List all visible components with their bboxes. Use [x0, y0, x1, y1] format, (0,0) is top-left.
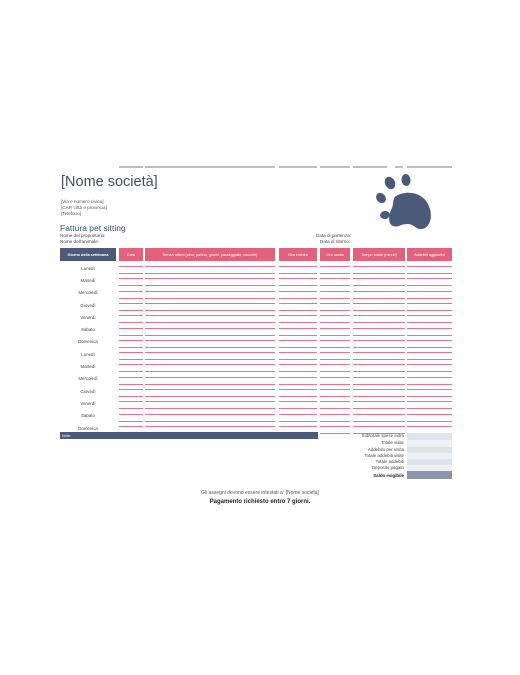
table-cell[interactable]: [119, 303, 143, 304]
table-row: [60, 360, 452, 372]
table-cell[interactable]: [320, 340, 350, 341]
top-rule: [407, 166, 452, 168]
top-rule: [395, 166, 403, 168]
table-cell[interactable]: [145, 278, 275, 279]
table-cell[interactable]: [353, 352, 405, 353]
table-row: [60, 385, 452, 397]
payment-terms: Pagamento richiesto entro 7 giorni.: [209, 499, 311, 505]
table-row: [60, 311, 452, 323]
total-visits-label: Totale visite: [381, 440, 404, 445]
table-cell[interactable]: [320, 389, 350, 390]
table-cell[interactable]: [407, 401, 452, 402]
table-cell[interactable]: [279, 389, 317, 390]
table-cell[interactable]: [353, 364, 405, 365]
table-cell[interactable]: [279, 377, 317, 378]
address-phone[interactable]: [Telefono]: [61, 211, 81, 216]
table-cell[interactable]: [407, 352, 452, 353]
paw-icon: [372, 174, 438, 234]
table-cell[interactable]: [145, 364, 275, 365]
top-rule: [119, 166, 143, 168]
owner-label: Nome del proprietario:: [60, 233, 106, 238]
table-cell[interactable]: [119, 291, 143, 292]
table-row: [60, 348, 452, 360]
table-cell[interactable]: [145, 377, 275, 378]
table-cell[interactable]: [353, 414, 405, 415]
table-cell[interactable]: [353, 401, 405, 402]
subtotal-field[interactable]: [407, 433, 452, 440]
departure-label: Data di partenza:: [316, 233, 351, 238]
table-cell[interactable]: [119, 414, 143, 415]
col-header-extra-charges: Addebiti aggiuntivi: [407, 248, 452, 261]
table-cell[interactable]: [119, 401, 143, 402]
table-cell[interactable]: [353, 315, 405, 316]
table-cell[interactable]: [353, 278, 405, 279]
table-cell[interactable]: [279, 352, 317, 353]
table-cell[interactable]: [407, 315, 452, 316]
company-name[interactable]: [Nome società]: [61, 174, 158, 190]
col-header-services: Servizi offerti (cibo, pulizia, giochi, passeggiate, coccole): [145, 248, 275, 261]
day-label: Mercoledì: [78, 376, 98, 382]
top-rule: [353, 166, 387, 168]
day-label: Venerdì: [80, 314, 96, 320]
table-row: [60, 299, 452, 311]
col-header-total-time: Tempo totale (minuti): [353, 248, 405, 261]
table-cell[interactable]: [145, 389, 275, 390]
day-label: Lunedì: [81, 351, 95, 357]
table-cell[interactable]: [279, 303, 317, 304]
table-cell-border: [320, 433, 350, 434]
day-label: Domenica: [78, 425, 98, 431]
day-label: Domenica: [78, 339, 98, 345]
payable-to: Gli assegni devono essere intestati a: [Nome società]: [201, 490, 319, 496]
visits-total-label: Totale addebiti visite: [364, 453, 404, 458]
per-visit-label: Addebito per visita: [367, 447, 404, 452]
table-cell[interactable]: [320, 401, 350, 402]
col-header-time-in: Ora entrata: [279, 248, 317, 261]
table-row: [60, 397, 452, 409]
table-cell[interactable]: [353, 377, 405, 378]
table-cell[interactable]: [320, 352, 350, 353]
table-cell[interactable]: [353, 266, 405, 267]
table-cell[interactable]: [279, 426, 317, 427]
table-cell[interactable]: [119, 377, 143, 378]
day-label: Martedì: [80, 364, 96, 370]
day-label: Martedì: [80, 277, 96, 283]
table-row: [60, 410, 452, 422]
table-cell[interactable]: [145, 414, 275, 415]
table-cell[interactable]: [279, 401, 317, 402]
notes-bar[interactable]: Note:: [60, 432, 318, 439]
subtotal-label: Subtotale spese extra: [361, 433, 404, 438]
table-row: [60, 287, 452, 299]
table-cell[interactable]: [119, 266, 143, 267]
table-cell[interactable]: [119, 352, 143, 353]
table-cell[interactable]: [279, 328, 317, 329]
table-cell[interactable]: [145, 328, 275, 329]
balance-label: Saldo esigibile: [373, 473, 404, 478]
top-rule: [145, 166, 275, 168]
table-cell[interactable]: [279, 340, 317, 341]
table-cell[interactable]: [407, 291, 452, 292]
table-cell[interactable]: [145, 401, 275, 402]
table-cell[interactable]: [119, 315, 143, 316]
col-header-time-out: Ora uscita: [320, 248, 350, 261]
table-cell[interactable]: [279, 315, 317, 316]
table-cell[interactable]: [407, 364, 452, 365]
top-rule: [279, 166, 317, 168]
document-title: Fattura pet sitting: [60, 223, 126, 233]
table-row: [60, 324, 452, 336]
table-cell[interactable]: [320, 377, 350, 378]
col-header-day: Giorno della settimana: [60, 248, 116, 261]
table-cell[interactable]: [145, 340, 275, 341]
table-cell[interactable]: [407, 266, 452, 267]
table-cell[interactable]: [320, 426, 350, 427]
table-cell[interactable]: [145, 303, 275, 304]
col-header-date: Data: [119, 248, 143, 261]
table-cell[interactable]: [320, 303, 350, 304]
table-row: [60, 262, 452, 274]
table-cell[interactable]: [279, 278, 317, 279]
address-street[interactable]: [Via e numero civico]: [61, 199, 104, 204]
table-row: [60, 336, 452, 348]
day-label: Sabato: [81, 327, 95, 333]
table-cell[interactable]: [119, 364, 143, 365]
pet-label: Nome dell'animale:: [60, 239, 99, 244]
table-cell[interactable]: [353, 328, 405, 329]
table-cell[interactable]: [320, 414, 350, 415]
table-cell[interactable]: [119, 426, 143, 427]
day-label: Mercoledì: [78, 290, 98, 296]
table-cell[interactable]: [279, 266, 317, 267]
table-cell[interactable]: [353, 340, 405, 341]
table-cell[interactable]: [320, 315, 350, 316]
table-cell[interactable]: [145, 291, 275, 292]
table-cell[interactable]: [407, 340, 452, 341]
table-cell[interactable]: [279, 364, 317, 365]
table-cell[interactable]: [119, 278, 143, 279]
table-cell[interactable]: [320, 328, 350, 329]
day-label: Sabato: [81, 413, 95, 419]
day-label: Giovedì: [80, 302, 96, 308]
table-cell[interactable]: [407, 278, 452, 279]
day-label: Giovedì: [80, 388, 96, 394]
table-cell[interactable]: [119, 328, 143, 329]
total-visits-field[interactable]: [407, 440, 452, 447]
table-cell[interactable]: [407, 414, 452, 415]
table-row: [60, 373, 452, 385]
table-cell[interactable]: [353, 426, 405, 427]
table-cell[interactable]: [279, 291, 317, 292]
table-cell[interactable]: [119, 389, 143, 390]
table-cell[interactable]: [407, 426, 452, 427]
top-rule: [320, 166, 350, 168]
day-label: Lunedì: [81, 265, 95, 271]
table-cell[interactable]: [407, 389, 452, 390]
table-row: [60, 274, 452, 286]
table-cell[interactable]: [145, 315, 275, 316]
table-cell[interactable]: [119, 340, 143, 341]
table-cell[interactable]: [320, 266, 350, 267]
table-cell[interactable]: [320, 278, 350, 279]
table-cell[interactable]: [145, 426, 275, 427]
table-cell[interactable]: [353, 389, 405, 390]
deposit-label: Deposito pagato: [372, 465, 404, 470]
table-cell[interactable]: [145, 352, 275, 353]
table-cell[interactable]: [353, 291, 405, 292]
charges-total-label: Totale addebiti: [375, 459, 404, 464]
address-city[interactable]: [CAP, città e provincia]: [61, 205, 107, 210]
table-cell[interactable]: [407, 303, 452, 304]
table-cell[interactable]: [320, 291, 350, 292]
table-cell[interactable]: [279, 414, 317, 415]
table-cell[interactable]: [320, 364, 350, 365]
table-cell[interactable]: [407, 328, 452, 329]
table-cell[interactable]: [145, 266, 275, 267]
table-cell[interactable]: [407, 377, 452, 378]
table-cell[interactable]: [353, 303, 405, 304]
balance-field[interactable]: [407, 471, 452, 479]
return-label: Data di ritorno:: [320, 239, 351, 244]
day-label: Venerdì: [80, 400, 96, 406]
